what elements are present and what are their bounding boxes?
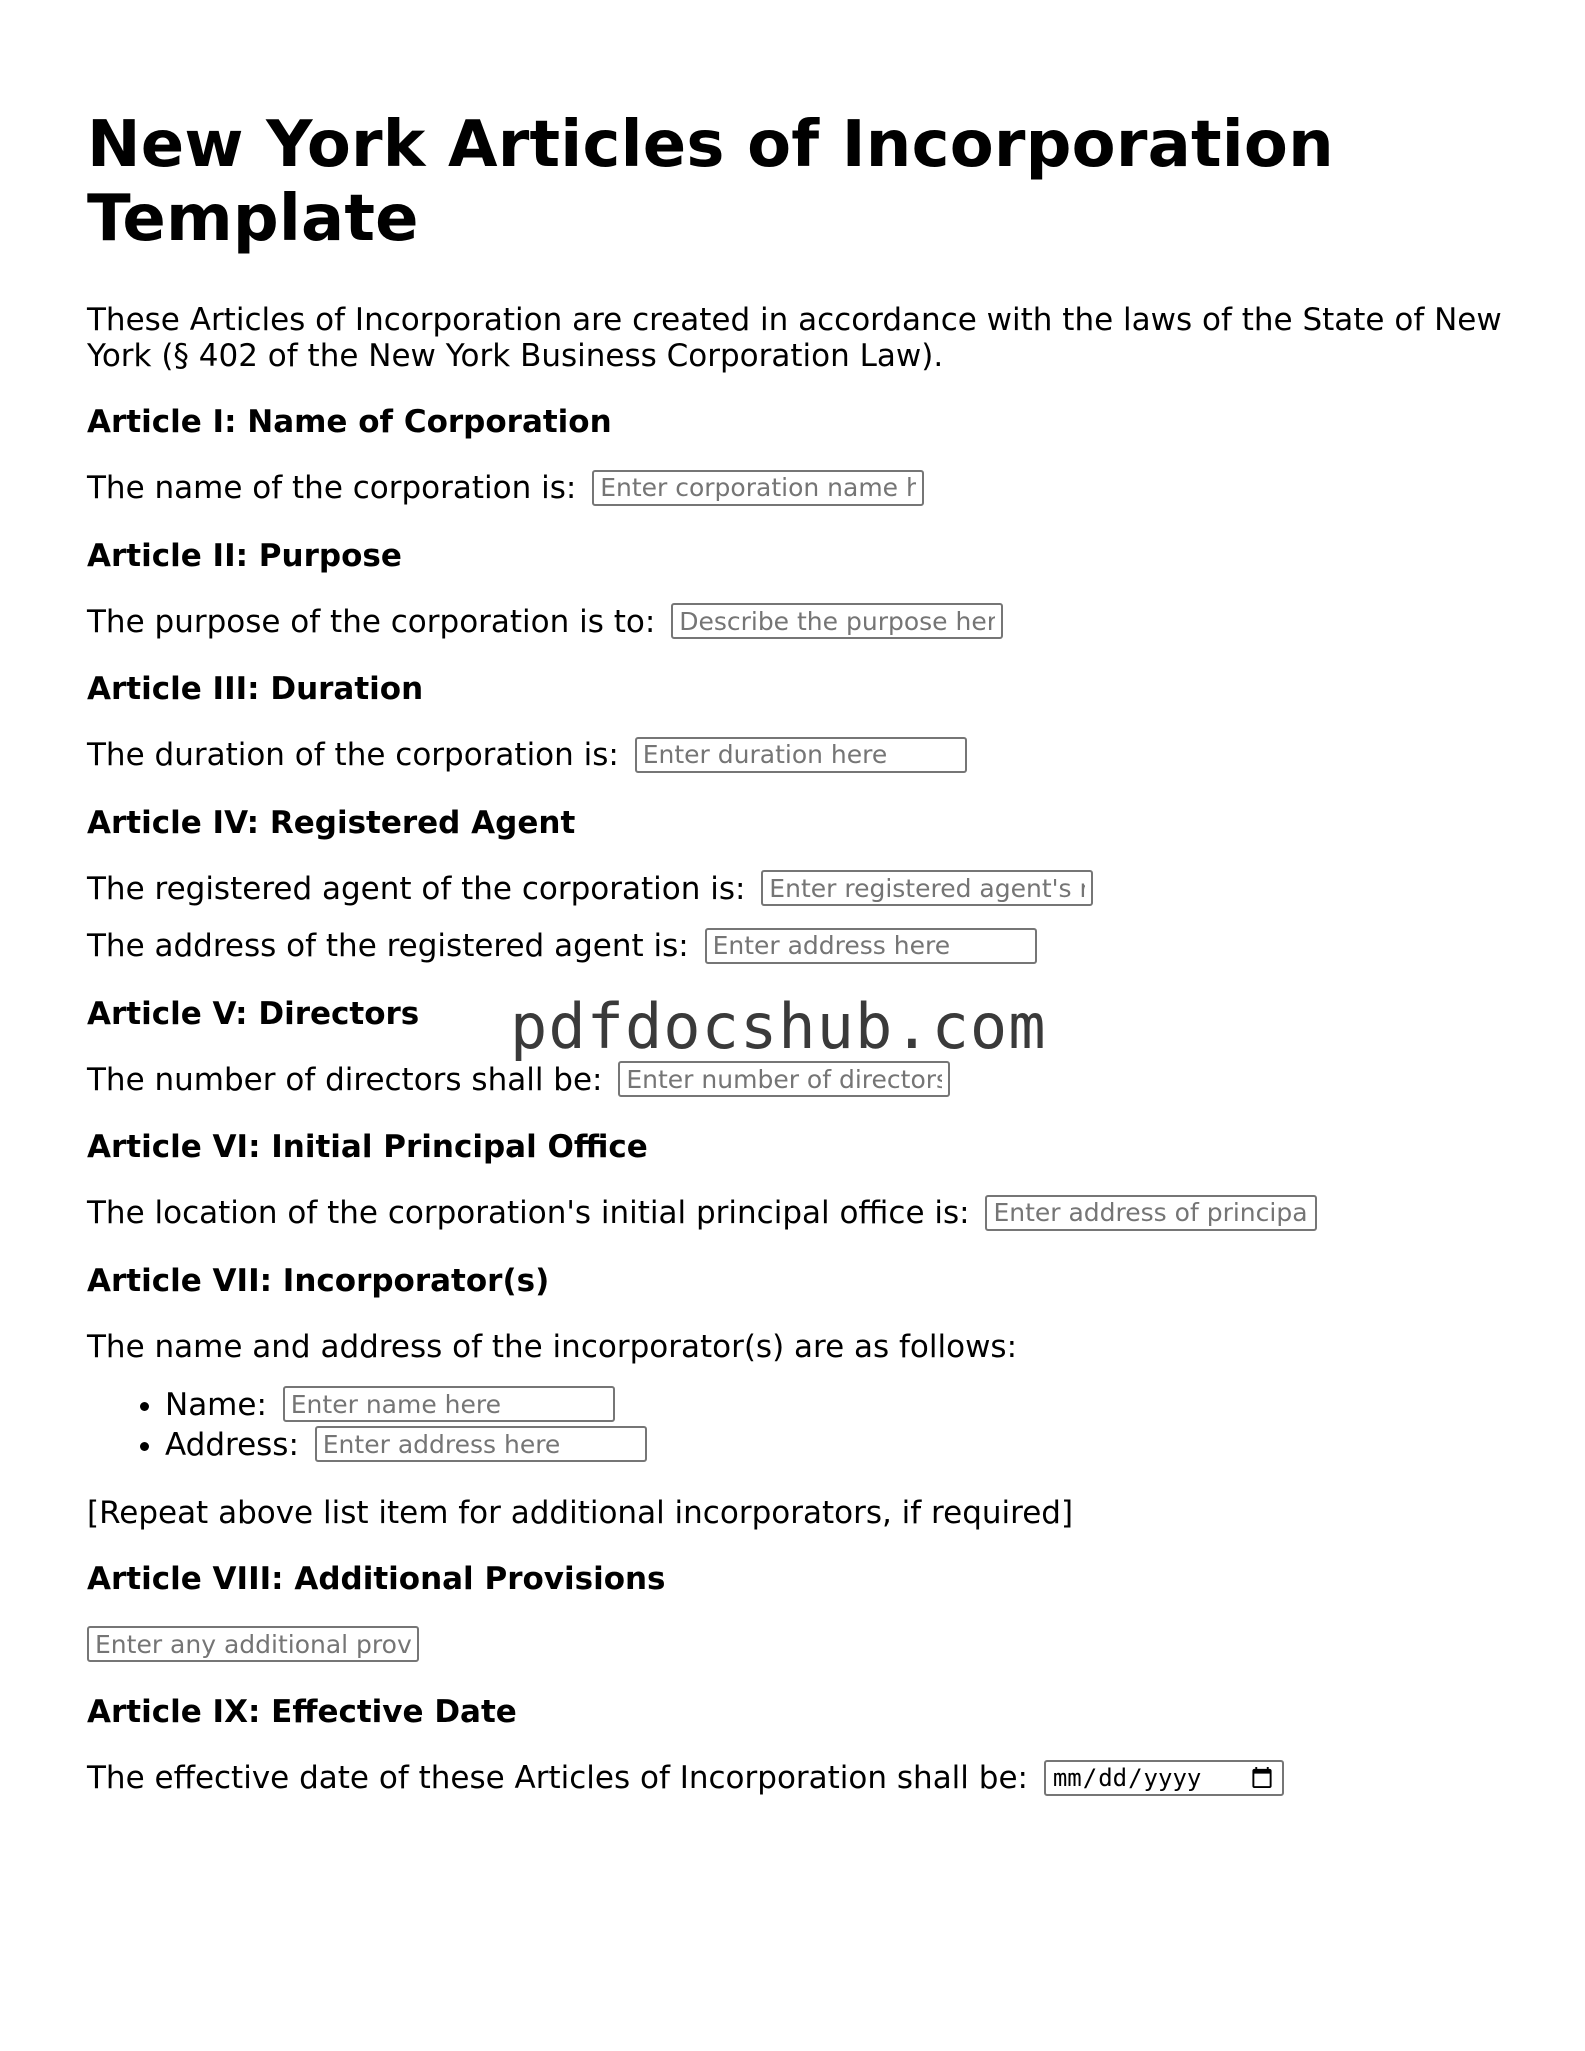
agent-address-input[interactable] [705, 928, 1037, 964]
repeat-note: [Repeat above list item for additional incorporators, if required] [87, 1494, 1074, 1531]
article-1-label: The name of the corporation is: [87, 470, 577, 506]
purpose-input[interactable] [671, 603, 1003, 639]
article-9-line [87, 1760, 1507, 1798]
article-2-heading: Article II: Purpose [87, 537, 402, 574]
intro-paragraph: These Articles of Incorporation are created in accordance with the laws of the State of New York (§ 402 of the New York Business Corporation Law). [87, 302, 1502, 374]
article-5-label: The number of directors shall be: [87, 1061, 603, 1098]
article-4-agent-label: The registered agent of the corporation is: [87, 870, 746, 907]
article-2-line [87, 604, 1507, 642]
article-2-label: The purpose of the corporation is to: [87, 603, 656, 640]
registered-agent-input[interactable] [761, 870, 1093, 906]
article-4-heading: Article IV: Registered Agent [87, 804, 576, 841]
incorporator-address-input[interactable] [315, 1426, 647, 1462]
article-5-line [87, 1062, 1507, 1100]
article-3-label: The duration of the corporation is: [87, 737, 619, 773]
additional-provisions-input[interactable] [87, 1626, 419, 1662]
article-4-agent-line [87, 871, 1507, 909]
article-6-line [87, 1195, 1507, 1233]
article-1-heading: Article I: Name of Corporation [87, 404, 612, 440]
directors-count-input[interactable] [618, 1061, 950, 1097]
article-9-heading: Article IX: Effective Date [87, 1694, 517, 1730]
article-7-heading: Article VII: Incorporator(s) [87, 1262, 550, 1299]
article-4-address-label: The address of the registered agent is: [87, 928, 689, 964]
article-8-heading: Article VIII: Additional Provisions [87, 1560, 666, 1597]
document-page [87, 108, 1507, 1828]
article-3-line [87, 737, 1507, 775]
duration-input[interactable] [635, 737, 967, 773]
article-9-label: The effective date of these Articles of Incorporation shall be: [87, 1760, 1028, 1796]
article-8-line [87, 1627, 1507, 1665]
article-6-label: The location of the corporation's initial principal office is: [87, 1195, 970, 1231]
article-5-heading: Article V: Directors [87, 995, 420, 1032]
corporation-name-input[interactable] [592, 470, 924, 506]
article-4-address-line [87, 928, 1507, 966]
watermark: pdfdocshub.com [510, 990, 1047, 1063]
list-item [165, 1425, 1507, 1465]
incorporator-name-input[interactable] [283, 1386, 615, 1422]
effective-date-input[interactable] [1044, 1760, 1284, 1796]
incorporator-name-label: Name: [165, 1386, 267, 1423]
article-1-line [87, 470, 1507, 508]
principal-office-input[interactable] [985, 1195, 1317, 1231]
list-item [165, 1385, 1507, 1425]
incorporator-address-label: Address: [165, 1426, 299, 1463]
incorporator-list [87, 1385, 1507, 1465]
article-3-heading: Article III: Duration [87, 671, 424, 707]
article-6-heading: Article VI: Initial Principal Office [87, 1129, 648, 1165]
page-title: New York Articles of Incorporation Template [87, 108, 1334, 256]
article-7-line: The name and address of the incorporator(s) are as follows: [87, 1328, 1018, 1365]
